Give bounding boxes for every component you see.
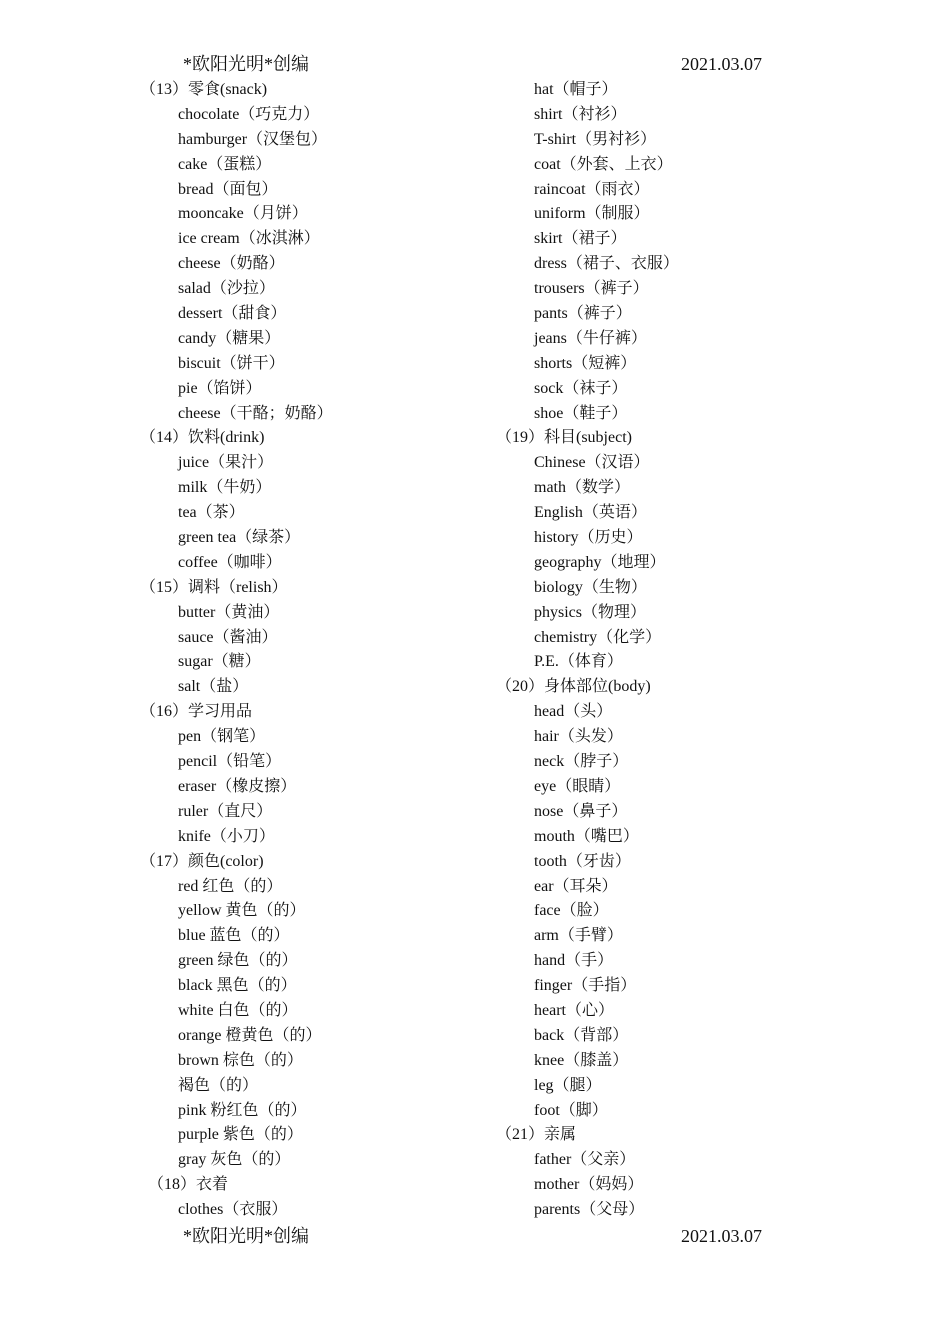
vocab-item: pen（钢笔） — [178, 728, 266, 746]
vocab-item: pants（裤子） — [534, 305, 632, 323]
vocab-item: sugar（糖） — [178, 653, 261, 671]
vocab-item: milk（牛奶） — [178, 479, 272, 497]
vocab-item: orange 橙黄色（的） — [178, 1026, 322, 1044]
vocab-item: English（英语） — [534, 504, 647, 522]
vocab-item: head（头） — [534, 703, 613, 721]
right-column — [496, 78, 876, 1223]
vocab-item: uniform（制服） — [534, 205, 650, 223]
vocab-item: jeans（牛仔裤） — [534, 329, 647, 347]
vocab-item: hand（手） — [534, 952, 614, 970]
vocab-item: heart（心） — [534, 1001, 614, 1019]
vocab-item: dessert（甜食） — [178, 305, 287, 323]
section-heading: （18）衣着 — [148, 1176, 229, 1194]
vocab-item: hair（头发） — [534, 728, 623, 746]
vocab-item: physics（物理） — [534, 603, 647, 621]
vocab-item: coffee（咖啡） — [178, 553, 282, 571]
vocab-item: salt（盐） — [178, 678, 249, 696]
vocab-item: sauce（酱油） — [178, 628, 278, 646]
section-heading: （21）亲属 — [496, 1126, 577, 1144]
vocab-item: back（背部） — [534, 1026, 629, 1044]
vocab-item: 褐色（的） — [178, 1076, 259, 1094]
section-heading: （13）零食(snack) — [140, 81, 268, 98]
vocab-item: shirt（衬衫） — [534, 105, 627, 123]
vocab-item: green tea（绿茶） — [178, 529, 301, 547]
footer-date: 2021.03.07 — [681, 1226, 762, 1246]
vocab-item: coat（外套、上衣） — [534, 155, 673, 173]
vocab-item: shoe（鞋子） — [534, 404, 628, 422]
vocab-item: parents（父母） — [534, 1201, 645, 1219]
vocab-item: tooth（牙齿） — [534, 852, 631, 870]
vocab-item: brown 棕色（的） — [178, 1051, 303, 1069]
vocab-item: pink 粉红色（的） — [178, 1101, 307, 1119]
vocab-item: chocolate（巧克力） — [178, 105, 320, 123]
vocab-item: P.E.（体育） — [534, 653, 623, 671]
vocab-item: sock（袜子） — [534, 379, 628, 397]
vocab-item: chemistry（化学） — [534, 628, 662, 646]
vocab-item: mooncake（月饼） — [178, 205, 308, 223]
vocab-item: cake（蛋糕） — [178, 155, 272, 173]
section-heading: （17）颜色(color) — [140, 852, 264, 870]
vocab-item: eraser（橡皮擦） — [178, 777, 297, 795]
vocab-item: biology（生物） — [534, 578, 647, 596]
vocab-item: eye（眼睛） — [534, 777, 621, 795]
vocab-item: pencil（铅笔） — [178, 753, 282, 771]
vocab-item: skirt（裙子） — [534, 230, 627, 248]
vocab-item: green 绿色（的） — [178, 952, 298, 970]
vocab-item: ear（耳朵） — [534, 877, 618, 895]
vocab-item: bread（面包） — [178, 180, 278, 198]
section-heading: （14）饮料(drink) — [140, 429, 265, 447]
vocab-item: blue 蓝色（的） — [178, 927, 290, 945]
header-author: *欧阳光明*创编 — [183, 54, 309, 74]
vocab-item: T-shirt（男衬衫） — [534, 130, 657, 148]
vocab-item: red 红色（的） — [178, 877, 283, 895]
vocab-item: arm（手臂） — [534, 927, 623, 945]
vocab-item: salad（沙拉） — [178, 280, 275, 298]
vocab-item: raincoat（雨衣） — [534, 180, 650, 198]
vocab-item: pie（馅饼） — [178, 379, 262, 397]
vocab-item: black 黑色（的） — [178, 977, 297, 995]
section-heading: （16）学习用品 — [140, 703, 253, 721]
vocab-item: mouth（嘴巴） — [534, 827, 639, 845]
vocab-item: hat（帽子） — [534, 81, 618, 98]
left-column — [140, 78, 520, 1223]
vocab-item: trousers（裤子） — [534, 280, 649, 298]
vocab-item: gray 灰色（的） — [178, 1151, 291, 1169]
section-heading: （15）调料（relish） — [140, 578, 288, 596]
vocab-item: mother（妈妈） — [534, 1176, 644, 1194]
vocab-item: cheese（干酪；奶酪） — [178, 404, 333, 422]
vocab-item: neck（脖子） — [534, 753, 629, 771]
footer-author: *欧阳光明*创编 — [183, 1226, 309, 1246]
vocab-item: tea（茶） — [178, 504, 245, 522]
vocab-item: knee（膝盖） — [534, 1051, 629, 1069]
section-heading: （20）身体部位(body) — [496, 678, 651, 696]
vocab-item: face（脸） — [534, 902, 609, 920]
vocab-item: juice（果汁） — [178, 454, 274, 472]
vocab-item: knife（小刀） — [178, 827, 275, 845]
vocab-item: history（历史） — [534, 529, 643, 547]
vocab-item: butter（黄油） — [178, 603, 280, 621]
vocab-item: cheese（奶酪） — [178, 255, 285, 273]
vocab-item: father（父亲） — [534, 1151, 636, 1169]
vocab-item: foot（脚） — [534, 1101, 608, 1119]
vocab-item: ruler（直尺） — [178, 802, 273, 820]
vocab-item: Chinese（汉语） — [534, 454, 650, 472]
vocab-item: clothes（衣服） — [178, 1201, 288, 1219]
vocab-item: leg（腿） — [534, 1076, 602, 1094]
vocab-item: candy（糖果） — [178, 329, 281, 347]
vocab-item: purple 紫色（的） — [178, 1126, 303, 1144]
vocab-item: shorts（短裤） — [534, 354, 637, 372]
vocab-item: nose（鼻子） — [534, 802, 628, 820]
vocab-item: math（数学） — [534, 479, 630, 497]
vocab-item: dress（裙子、衣服） — [534, 255, 679, 273]
vocab-item: geography（地理） — [534, 553, 666, 571]
vocab-item: white 白色（的） — [178, 1001, 298, 1019]
vocab-item: finger（手指） — [534, 977, 637, 995]
vocab-item: ice cream（冰淇淋） — [178, 230, 320, 248]
vocab-item: hamburger（汉堡包） — [178, 130, 328, 148]
header-date: 2021.03.07 — [681, 54, 762, 74]
section-heading: （19）科目(subject) — [496, 429, 632, 447]
vocab-item: biscuit（饼干） — [178, 354, 285, 372]
vocab-item: yellow 黄色（的） — [178, 902, 306, 920]
